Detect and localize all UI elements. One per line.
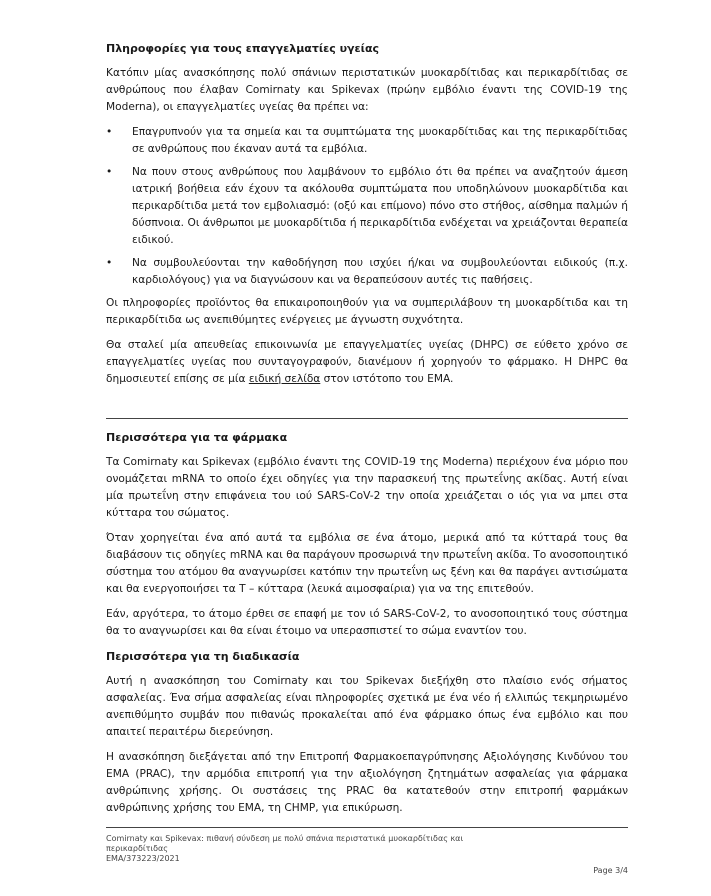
intro-paragraph: Κατόπιν μίας ανασκόπησης πολύ σπάνιων περιστατικών μυοκαρδίτιδας και περικαρδίτιδας σε ανθρώπους που έλαβαν Comirnaty και Spikevax (πρώην εμβόλιο έναντι της COVID-19 της Moderna), οι επαγγελματίες υγείας θα πρέπει να: (106, 67, 628, 113)
bullet-text: Επαγρυπνούν για τα σημεία και τα συμπτώματα της μυοκαρδίτιδας και της περικαρδίτιδας σε ανθρώπους που έκαναν αυτά τα εμβόλια. (132, 126, 628, 155)
bullet-item (106, 255, 628, 289)
bullet-icon: • (106, 166, 113, 178)
paragraph: Η ανασκόπηση διεξάγεται από την Επιτροπή Φαρμακοεπαγρύπνησης Αξιολόγησης Κινδύνου του EMA (PRAC), την αρμόδια επιτροπή για την αξιολόγηση ζητημάτων ασφαλείας για φάρμακα ανθρώπινης χρήσης. Οι συστάσεις της PRAC θα κατατεθούν στην επιτροπή φαρμάκων ανθρώπινης χρήσης του EMA, τη CHMP, για επικύρωση. (106, 751, 628, 814)
paragraph: Εάν, αργότερα, το άτομο έρθει σε επαφή με τον ιό SARS-CoV-2, το ανοσοποιητικό τους σύστημα θα το αναγνωρίσει και θα είναι έτοιμο να υπερασπιστεί το σώμα εναντίον του. (106, 608, 628, 637)
footer-title: Comirnaty και Spikevax: πιθανή σύνδεση με πολύ σπάνια περιστατικά μυοκαρδίτιδας και (106, 834, 464, 843)
bullet-icon: • (106, 126, 113, 138)
paragraph: Αυτή η ανασκόπηση του Comirnaty και του Spikevax διεξήχθη στο πλαίσιο ενός σήματος ασφαλείας. Ένα σήμα ασφαλείας είναι πληροφορίες σχετικά με ένα νέο ή ελλιπώς τεκμηριωμένο ανεπιθύμητο συμβάν που πιθανώς προκαλείται από ένα φάρμακο όπως ένα εμβόλιο και που απαιτεί περαιτέρω διερεύνηση. (106, 675, 628, 738)
paragraph: Τα Comirnaty και Spikevax (εμβόλιο έναντι της COVID-19 της Moderna) περιέχουν ένα μόριο που ονομάζεται mRNA το οποίο έχει οδηγίες για την παρασκευή της πρωτεΐνης ακίδας. Αυτή είναι μία πρωτεΐνη στην επιφάνεια του ιού SARS-CoV-2 την οποία χρειάζεται ο ιός για να μπει στα κύτταρα του σώματος. (106, 456, 628, 519)
bullet-item (106, 164, 628, 249)
spacer (106, 396, 628, 418)
bullet-icon: • (106, 257, 113, 269)
footer-title-cont: περικαρδίτιδας (106, 844, 168, 853)
footer-info (106, 834, 628, 864)
page-number: Page 3/4 (593, 866, 628, 875)
footer-doc-ref: EMA/373223/2021 (106, 854, 180, 863)
dhpc-text: Θα σταλεί μία απευθείας επικοινωνία με επαγγελματίες υγείας (DHPC) σε εύθετο χρόνο σε επαγγελματίες υγείας που συνταγογραφούν, διανέμουν ή χορηγούν το φάρμακο. Η DHPC θα δημοσιευτεί επίσης σε μία (106, 339, 628, 385)
heading-more-about-medicines: Περισσότερα για τα φάρμακα (106, 431, 288, 444)
footer-divider (106, 827, 628, 828)
bullet-text: Να συμβουλεύονται την καθοδήγηση που ισχύει ή/και να συμβουλεύονται ειδικούς (π.χ. καρδιολόγους) για να διαγνώσουν και να θεραπεύσουν αυτές τις παθήσεις. (132, 257, 628, 286)
bullet-text: Να πουν στους ανθρώπους που λαμβάνουν το εμβόλιο ότι θα πρέπει να αναζητούν άμεση ιατρική βοήθεια εάν έχουν τα ακόλουθα συμπτώματα που υποδηλώνουν μυοκαρδίτιδα και περικαρδίτιδα μετά τον εμβολιασμό: (οξύ και επίμονο) πόνο στο στήθος, αίσθημα παλμών ή δύσπνοια. Οι άνθρωποι με μυοκαρδίτιδα ή περικαρδίτιδα ενδέχεται να χρειάζονται θεραπεία ειδικού. (132, 166, 628, 246)
heading-more-about-procedure: Περισσότερα για τη διαδικασία (106, 650, 300, 663)
dhpc-text-end: στον ιστότοπο του EMA. (320, 373, 454, 385)
paragraph: Όταν χορηγείται ένα από αυτά τα εμβόλια σε ένα άτομο, μερικά από τα κύτταρά τους θα διαβάσουν τις οδηγίες mRNA και θα παράγουν προσωρινά την πρωτεΐνη ακίδα. Το ανοσοποιητικό σύστημα του ατόμου θα αναγνωρίσει κατόπιν την πρωτεΐνη ως ξένη και θα παράγει αντισώματα και θα ενεργοποιήσει τα Τ – κύτταρα (λευκά αιμοσφαίρια) για να της επιτεθούν. (106, 532, 628, 595)
dedicated-page-link[interactable]: ειδική σελίδα (248, 373, 321, 385)
dhpc-paragraph (106, 337, 628, 388)
spacer (106, 419, 628, 429)
product-info-paragraph: Οι πληροφορίες προϊόντος θα επικαιροποιηθούν για να συμπεριλάβουν τη μυοκαρδίτιδα και τη περικαρδίτιδα ως ανεπιθύμητες ενέργειες με άγνωστη συχνότητα. (106, 297, 628, 326)
heading-health-professionals: Πληροφορίες για τους επαγγελματίες υγείας (106, 42, 380, 55)
bullet-item (106, 124, 628, 158)
